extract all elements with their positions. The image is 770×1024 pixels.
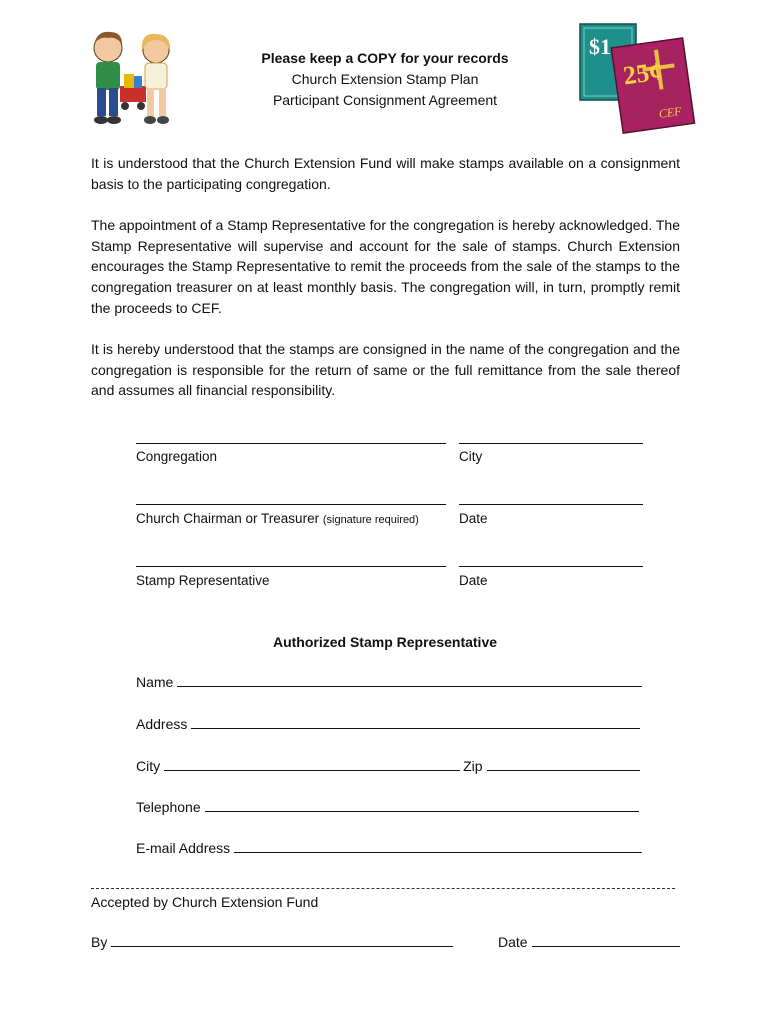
date-line-2[interactable] [459,566,643,567]
authorized-title: Authorized Stamp Representative [272,634,498,650]
stamp-cef-text: CEF [657,103,683,121]
name-label: Name [136,674,174,690]
chairman-signature-line[interactable] [136,504,446,505]
stamp-rep-label: Stamp Representative [136,573,270,588]
date-label-1: Date [459,511,488,526]
email-label: E-mail Address [136,840,231,856]
paragraph-responsibility: It is hereby understood that the stamps are consigned in the name of the congregation and the congregation is responsible for the return of same or the full remittance from the sale thereof and assumes all financial responsibility. [91,341,680,399]
rep-city-label: City [136,758,161,774]
city-line[interactable] [459,443,643,444]
zip-line[interactable] [487,770,640,771]
header-plan-name: Church Extension Stamp Plan [291,71,479,87]
stamp-25-cents-text: 25¢ [621,56,664,91]
accepted-by-label: Accepted by Church Extension Fund [91,894,319,910]
paragraph-consignment: It is understood that the Church Extension Fund will make stamps available on a consignment basis to the participating congregation. [91,155,680,192]
city-label: City [459,449,483,464]
by-field[interactable] [91,934,453,950]
telephone-label: Telephone [136,799,201,815]
email-field[interactable] [136,840,642,856]
zip-label: Zip [463,758,483,774]
address-line[interactable] [191,728,640,729]
signature-required-note: (signature required) [322,514,419,526]
header-agreement-title: Participant Consignment Agreement [272,92,498,108]
footer-date-field[interactable] [498,934,680,950]
stamp-rep-line[interactable] [136,566,446,567]
rep-city-line[interactable] [164,770,460,771]
stamp-one-dollar-text: $1 [589,34,611,59]
stamps-logo [577,20,703,138]
header-keep-copy: Please keep a COPY for your records [261,50,509,66]
date-line-1[interactable] [459,504,643,505]
city-zip-field[interactable] [136,758,640,774]
footer-date-line[interactable] [532,946,680,947]
by-label: By [91,934,108,950]
address-field[interactable] [136,716,640,732]
telephone-field[interactable] [136,799,639,815]
name-line[interactable] [177,686,642,687]
document-header [200,48,570,111]
footer-date-label: Date [498,934,528,950]
chairman-label-text: Church Chairman or Treasurer [136,511,320,526]
congregation-label: Congregation [136,449,218,464]
telephone-line[interactable] [205,811,639,812]
by-signature-line[interactable] [111,946,453,947]
email-line[interactable] [234,852,642,853]
congregation-line[interactable] [136,443,446,444]
cut-line-divider [91,888,675,889]
chairman-label [136,511,419,526]
name-field[interactable] [136,674,642,690]
paragraph-representative: The appointment of a Stamp Representative for the congregation is hereby acknowledged. The Stamp Representative will supervise and account for the sale of stamps. Church Extension encourages the Stamp Representative to remit the proceeds from the sale of the stamps to the congregation treasurer on at least monthly basis. The congregation will, in turn, promptly remit the proceeds to CEF. [91,217,680,316]
address-label: Address [136,716,188,732]
date-label-2: Date [459,573,488,588]
children-illustration [80,26,184,136]
